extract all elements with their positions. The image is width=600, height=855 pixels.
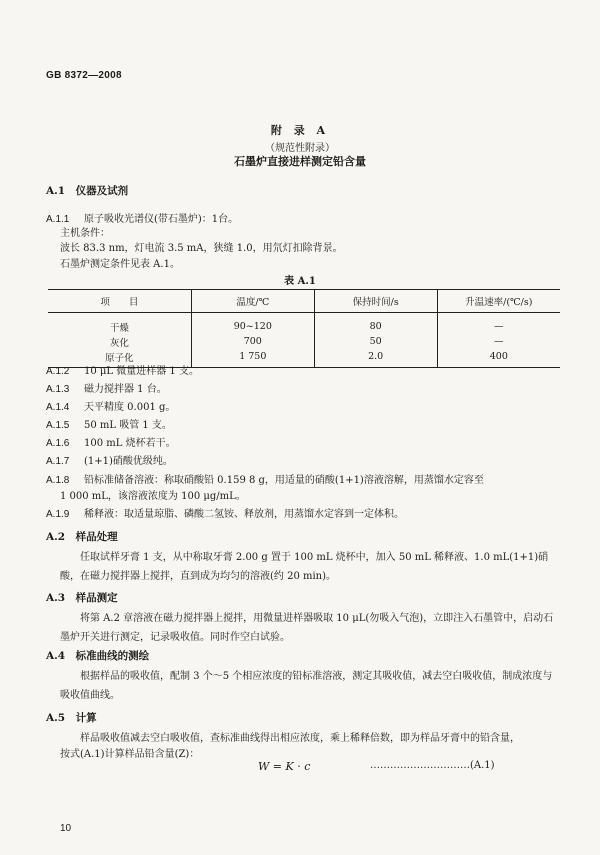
clause-number: A.1.3 [46,384,70,395]
table-cell: 灰化 [109,337,129,349]
table-header-cell: 升温速率/(℃/s) [437,290,560,313]
furnace-conditions-ref: 石墨炉测定条件见表 A.1。 [60,259,180,270]
clause-text: (1+1)硝酸优级纯。 [84,456,173,467]
clause-a1-8 [46,471,484,486]
page-number: 10 [60,823,72,834]
clause-number: A.1.4 [46,402,70,413]
section-a4-text: 根据样品的吸收值，配制 3 个～5 个相应浓度的铅标准溶液，测定其吸收值，减去空白吸收值，制成浓度与吸收值曲线。 [60,671,553,701]
table-cell: 50 [314,334,437,349]
host-conditions-label: 主机条件： [60,228,110,239]
clause-text: 10 μL 微量进样器 1 支。 [84,366,199,377]
clause-a1-3 [46,380,167,395]
clause-text: 稀释液：取适量琼脂、磷酸二氢铵、释放剂，用蒸馏水定容到一定体积。 [84,509,404,520]
section-a2-text: 任取试样牙膏 1 支，从中称取牙膏 2.00 g 置于 100 mL 烧杯中，加入 50 mL 稀释液、1.0 mL(1+1)硝酸，在磁力搅拌器上搅拌，直到成为均匀的溶液(约 20 min)。 [60,552,549,582]
section-a4-heading: A.4 标准曲线的测绘 [46,650,150,662]
clause-a1-1 [46,210,238,225]
clause-a1-4 [46,398,175,413]
section-a5-text-continuation: 按式(A.1)计算样品铅含量(Z)： [60,749,200,760]
section-a1-heading: A.1 仪器及试剂 [46,185,129,197]
table-header-cell: 项 目 [48,290,191,313]
clause-a1-8-continuation: 1 000 mL，该溶液浓度为 100 μg/mL。 [60,491,246,502]
clause-text: 50 mL 吸管 1 支。 [84,420,172,431]
table-cell: 原子化 [105,352,134,364]
clause-a1-2 [46,362,199,377]
clause-text: 100 mL 烧杯若干。 [84,438,176,449]
clause-number: A.1.1 [46,214,70,225]
clause-a1-6 [46,434,176,449]
table-cell: — [437,313,560,335]
clause-a1-7 [46,452,173,467]
table-caption: 表 A.1 [284,276,316,287]
table-cell: — [437,334,560,349]
clause-text: 天平精度 0.001 g。 [84,402,176,413]
clause-text: 原子吸收光谱仪(带石墨炉)：1台。 [84,214,239,225]
clause-text: 铅标准储备溶液：称取硝酸铅 0.159 8 g，用适量的硝酸(1+1)溶液溶解，用蒸馏水定容至 [84,475,484,486]
appendix-label: 附 录 A [270,124,330,137]
appendix-title: 石墨炉直接进样测定铅含量 [234,155,366,168]
section-a3-text: 将第 A.2 章溶液在磁力搅拌器上搅拌，用微量进样器吸取 10 μL(勿吸入气泡)，立即注入石墨管中，启动石墨炉开关进行测定，记录吸收值。同时作空白试验。 [60,613,554,643]
clause-number: A.1.5 [46,420,70,431]
table-header-cell: 温度/℃ [191,290,314,313]
clause-a1-9 [46,505,404,520]
clause-number: A.1.7 [46,456,70,467]
furnace-conditions-table [48,289,560,368]
formula-number: …………………………(A.1) [370,760,495,771]
table-cell: 干燥 [109,322,129,334]
table-cell: 1 750 [191,349,314,368]
appendix-normative-note: （规范性附录） [265,143,335,154]
clause-number: A.1.9 [46,509,70,520]
table-row [48,334,560,349]
section-a5-heading: A.5 计算 [46,712,97,724]
table-cell: 400 [437,349,560,368]
section-a3-heading: A.3 样品测定 [46,592,118,604]
clause-text: 磁力搅拌器 1 台。 [84,384,167,395]
table-row [48,313,560,335]
table-cell: 90~120 [191,313,314,335]
formula: W = K · c [258,760,311,773]
section-a5-text: 样品吸收值减去空白吸收值，查标准曲线得出相应浓度，乘上稀释倍数，即为样品牙膏中的铅含量， [80,733,520,744]
table-cell: 80 [314,313,437,335]
table-header-cell: 保持时间/s [314,290,437,313]
clause-number: A.1.2 [46,366,70,377]
section-a2-heading: A.2 样品处理 [46,531,118,543]
host-conditions-text: 波长 83.3 nm，灯电流 3.5 mA，狭缝 1.0，用氘灯扣除背景。 [60,243,343,254]
clause-number: A.1.6 [46,438,70,449]
standard-number: GB 8372—2008 [46,70,122,81]
clause-number: A.1.8 [46,475,70,486]
table-cell: 700 [191,334,314,349]
table-header-row [48,290,560,313]
table-cell: 2.0 [314,349,437,368]
clause-a1-5 [46,416,172,431]
